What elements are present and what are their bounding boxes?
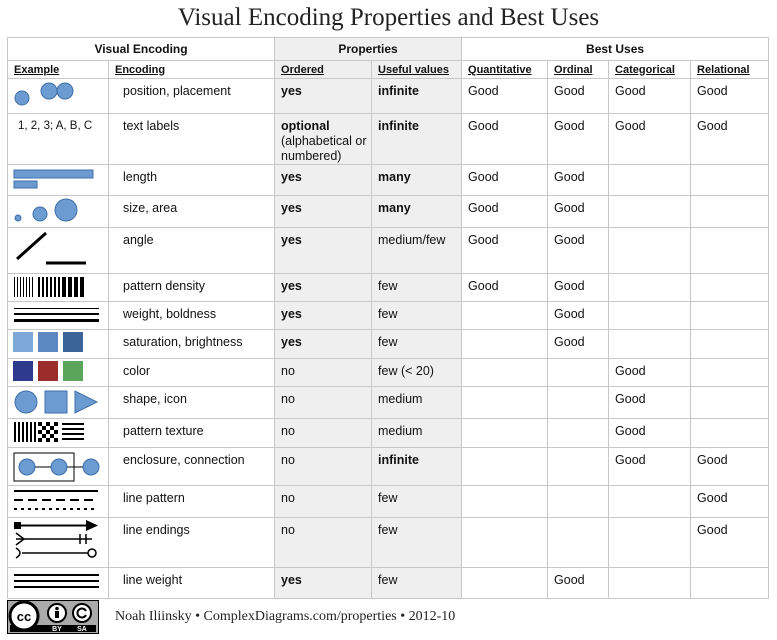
quantitative-cell: Good [462, 274, 548, 302]
col-header-quantitative: Quantitative [462, 61, 548, 79]
weight-boldness-example-icon [8, 302, 108, 328]
quantitative-cell [462, 568, 548, 599]
example-cell [8, 568, 109, 599]
useful-cell [372, 196, 462, 228]
col-header-useful-values: Useful values [372, 61, 462, 79]
quantitative-cell: Good [462, 114, 548, 165]
categorical-cell [609, 302, 691, 330]
encoding-name: weight, boldness [109, 302, 275, 330]
useful-value: few [378, 573, 398, 587]
table-row-line-weight [8, 568, 769, 599]
encoding-name: line endings [109, 518, 275, 568]
length-example-icon [8, 165, 108, 194]
ordinal-cell [548, 387, 609, 419]
ordered-cell [275, 196, 372, 228]
ordered-value: no [281, 364, 295, 378]
useful-value: few [378, 335, 398, 349]
ordered-value: yes [281, 573, 302, 587]
shape-icon-example-icon [8, 387, 108, 417]
relational-cell [691, 196, 769, 228]
ordinal-cell: Good [548, 302, 609, 330]
encoding-name: shape, icon [109, 387, 275, 419]
ordinal-cell: Good [548, 196, 609, 228]
example-cell [8, 274, 109, 302]
useful-value: few [378, 279, 398, 293]
ordered-note: (alphabetical or numbered) [281, 134, 367, 163]
useful-value: few [378, 491, 398, 505]
categorical-cell: Good [609, 419, 691, 448]
example-cell [8, 302, 109, 330]
ordered-value: yes [281, 170, 302, 184]
ordered-cell [275, 330, 372, 359]
encoding-name: pattern density [109, 274, 275, 302]
example-cell [8, 359, 109, 387]
relational-cell [691, 228, 769, 274]
useful-value: infinite [378, 453, 419, 467]
ordinal-cell [548, 486, 609, 518]
useful-value: medium/few [378, 233, 446, 247]
col-header-categorical: Categorical [609, 61, 691, 79]
encoding-name: angle [109, 228, 275, 274]
relational-cell: Good [691, 448, 769, 486]
size-area-example-icon [8, 196, 108, 226]
enclosure-connection-example-icon [8, 448, 108, 484]
table-row-position-placement [8, 79, 769, 114]
relational-cell: Good [691, 79, 769, 114]
ordered-value: optional [281, 119, 330, 133]
quantitative-cell: Good [462, 228, 548, 274]
useful-cell [372, 79, 462, 114]
quantitative-cell [462, 330, 548, 359]
relational-cell [691, 274, 769, 302]
categorical-cell: Good [609, 448, 691, 486]
useful-cell [372, 448, 462, 486]
ordinal-cell: Good [548, 165, 609, 196]
by-label: BY [52, 626, 62, 633]
relational-cell [691, 568, 769, 599]
encoding-name: saturation, brightness [109, 330, 275, 359]
useful-cell [372, 330, 462, 359]
ordered-value: yes [281, 279, 302, 293]
useful-cell [372, 486, 462, 518]
useful-value: few [378, 523, 398, 537]
quantitative-cell: Good [462, 165, 548, 196]
categorical-cell [609, 486, 691, 518]
table-row-pattern-texture [8, 419, 769, 448]
group-header-visual-encoding: Visual Encoding [8, 38, 275, 61]
categorical-cell [609, 228, 691, 274]
relational-cell [691, 419, 769, 448]
example-cell [8, 79, 109, 114]
useful-cell [372, 419, 462, 448]
categorical-cell: Good [609, 359, 691, 387]
position-placement-example-icon [8, 79, 108, 112]
example-cell [8, 330, 109, 359]
ordered-cell [275, 79, 372, 114]
line-endings-example-icon [8, 518, 108, 566]
categorical-cell [609, 196, 691, 228]
useful-cell [372, 274, 462, 302]
ordinal-cell: Good [548, 114, 609, 165]
encoding-name: color [109, 359, 275, 387]
useful-value: few (< 20) [378, 364, 434, 378]
encoding-table [7, 37, 769, 599]
ordered-cell [275, 302, 372, 330]
ordinal-cell: Good [548, 274, 609, 302]
ordinal-cell: Good [548, 330, 609, 359]
useful-value: infinite [378, 84, 419, 98]
useful-value: many [378, 201, 411, 215]
ordered-cell [275, 165, 372, 196]
useful-value: many [378, 170, 411, 184]
useful-value: medium [378, 424, 423, 438]
ordinal-cell: Good [548, 79, 609, 114]
ordered-cell [275, 419, 372, 448]
ordered-value: yes [281, 233, 302, 247]
ordered-cell [275, 448, 372, 486]
useful-value: few [378, 307, 398, 321]
quantitative-cell: Good [462, 79, 548, 114]
example-cell [8, 196, 109, 228]
cc-label: cc [16, 609, 32, 624]
relational-cell [691, 330, 769, 359]
example-cell [8, 486, 109, 518]
table-row-length [8, 165, 769, 196]
encoding-name: line pattern [109, 486, 275, 518]
table-row-enclosure-connection [8, 448, 769, 486]
ordered-cell [275, 274, 372, 302]
categorical-cell [609, 330, 691, 359]
ordinal-cell [548, 518, 609, 568]
table-row-pattern-density [8, 274, 769, 302]
categorical-cell: Good [609, 114, 691, 165]
relational-cell [691, 302, 769, 330]
footer [7, 600, 768, 634]
ordinal-cell: Good [548, 568, 609, 599]
angle-example-icon [8, 228, 108, 272]
ordinal-cell: Good [548, 228, 609, 274]
group-header-best-uses: Best Uses [462, 38, 769, 61]
relational-cell [691, 359, 769, 387]
ordered-cell [275, 518, 372, 568]
encoding-name: text labels [109, 114, 275, 165]
useful-cell [372, 518, 462, 568]
quantitative-cell [462, 518, 548, 568]
ordinal-cell [548, 448, 609, 486]
ordered-value: yes [281, 201, 302, 215]
ordered-cell [275, 359, 372, 387]
useful-cell [372, 114, 462, 165]
ordered-value: yes [281, 84, 302, 98]
ordinal-cell [548, 419, 609, 448]
useful-cell [372, 387, 462, 419]
quantitative-cell [462, 419, 548, 448]
quantitative-cell [462, 359, 548, 387]
col-header-example: Example [8, 61, 109, 79]
categorical-cell [609, 518, 691, 568]
ordered-value: no [281, 453, 295, 467]
ordered-value: no [281, 424, 295, 438]
example-cell [8, 448, 109, 486]
ordinal-cell [548, 359, 609, 387]
encoding-name: length [109, 165, 275, 196]
table-row-size-area [8, 196, 769, 228]
ordered-value: yes [281, 335, 302, 349]
ordered-value: no [281, 523, 295, 537]
credit-line: Noah Iliinsky • ComplexDiagrams.com/properties • 2012-10 [115, 609, 456, 624]
table-row-shape-icon [8, 387, 769, 419]
color-example-icon [8, 359, 108, 385]
line-weight-example-icon [8, 568, 108, 597]
ordered-cell [275, 228, 372, 274]
useful-cell [372, 302, 462, 330]
useful-value: medium [378, 392, 423, 406]
example-text: 1, 2, 3; A, B, C [8, 114, 109, 165]
pattern-density-example-icon [8, 274, 108, 300]
cc-by-sa-license-icon [7, 600, 99, 634]
encoding-name: enclosure, connection [109, 448, 275, 486]
useful-cell [372, 568, 462, 599]
table-row-text-labels [8, 114, 769, 165]
table-row-line-pattern [8, 486, 769, 518]
col-header-ordinal: Ordinal [548, 61, 609, 79]
col-header-ordered: Ordered [275, 61, 372, 79]
ordered-value: no [281, 392, 295, 406]
table-row-line-endings [8, 518, 769, 568]
page-title: Visual Encoding Properties and Best Uses [177, 4, 600, 31]
col-header-relational: Relational [691, 61, 769, 79]
table-row-color [8, 359, 769, 387]
saturation-brightness-example-icon [8, 330, 108, 357]
example-cell [8, 419, 109, 448]
useful-cell [372, 228, 462, 274]
encoding-name: pattern texture [109, 419, 275, 448]
categorical-cell [609, 165, 691, 196]
relational-cell: Good [691, 114, 769, 165]
ordered-cell [275, 387, 372, 419]
categorical-cell: Good [609, 387, 691, 419]
quantitative-cell [462, 448, 548, 486]
quantitative-cell [462, 302, 548, 330]
sa-label: SA [77, 626, 87, 633]
ordered-value: yes [281, 307, 302, 321]
useful-value: infinite [378, 119, 419, 133]
ordered-cell [275, 568, 372, 599]
quantitative-cell [462, 387, 548, 419]
encoding-name: line weight [109, 568, 275, 599]
relational-cell [691, 165, 769, 196]
table-row-weight-boldness [8, 302, 769, 330]
table-row-saturation-brightness [8, 330, 769, 359]
example-cell [8, 165, 109, 196]
useful-cell [372, 359, 462, 387]
encoding-name: position, placement [109, 79, 275, 114]
pattern-texture-example-icon [8, 419, 108, 446]
encoding-name: size, area [109, 196, 275, 228]
ordered-cell [275, 486, 372, 518]
ordered-cell [275, 114, 372, 165]
useful-cell [372, 165, 462, 196]
quantitative-cell [462, 486, 548, 518]
categorical-cell [609, 568, 691, 599]
example-cell [8, 518, 109, 568]
example-cell [8, 387, 109, 419]
quantitative-cell: Good [462, 196, 548, 228]
relational-cell: Good [691, 486, 769, 518]
ordered-value: no [281, 491, 295, 505]
categorical-cell [609, 274, 691, 302]
categorical-cell: Good [609, 79, 691, 114]
line-pattern-example-icon [8, 486, 108, 516]
relational-cell [691, 387, 769, 419]
relational-cell: Good [691, 518, 769, 568]
example-cell [8, 228, 109, 274]
table-row-angle [8, 228, 769, 274]
col-header-encoding: Encoding [109, 61, 275, 79]
group-header-properties: Properties [275, 38, 462, 61]
